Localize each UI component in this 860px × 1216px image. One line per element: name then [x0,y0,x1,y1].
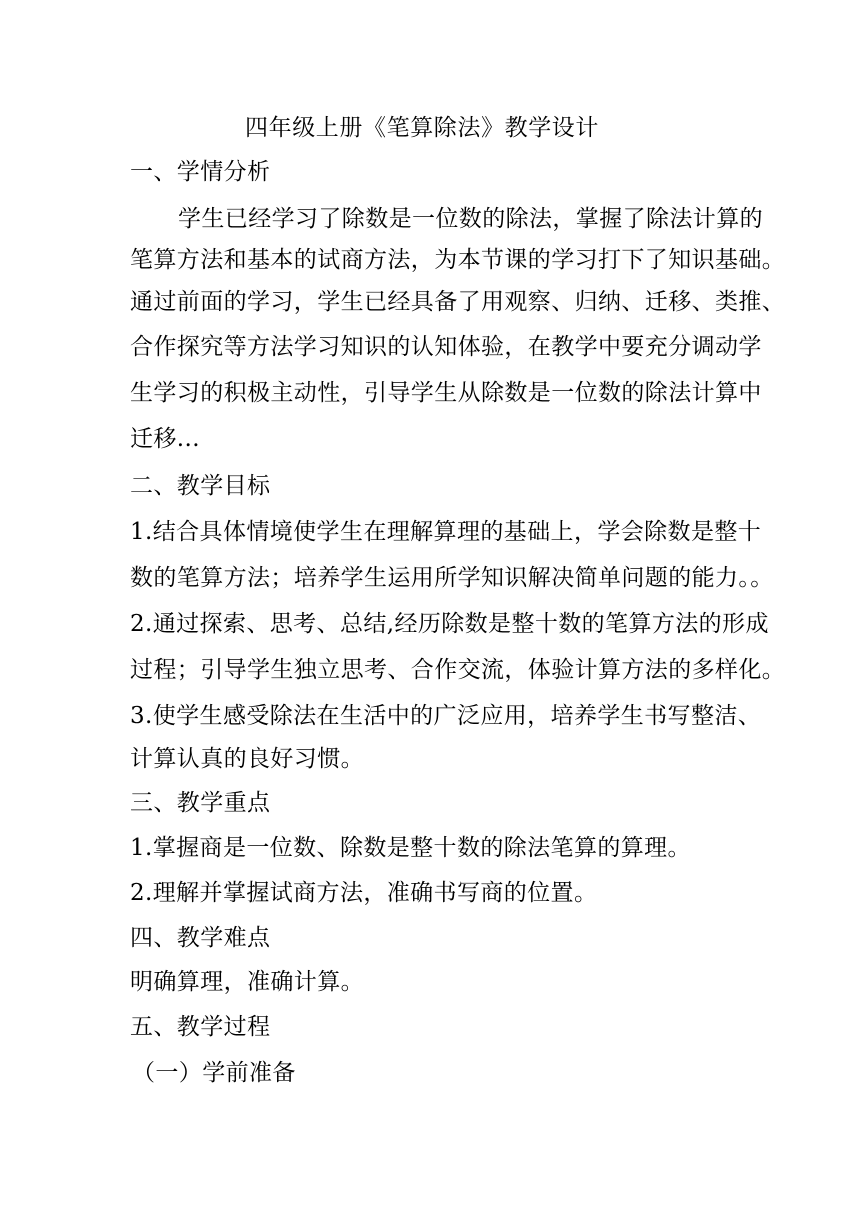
paragraph-line-6: 迁移... [130,426,200,452]
section-heading-3: 三、教学重点 [130,790,271,816]
section-heading-5: 五、教学过程 [130,1014,271,1040]
paragraph-line-1: 学生已经学习了除数是一位数的除法，掌握了除法计算的 [178,206,763,232]
paragraph-line-3: 通过前面的学习，学生已经具备了用观察、归纳、迁移、类推、 [130,289,786,315]
paragraph-line-4: 合作探究等方法学习知识的认知体验，在教学中要充分调动学 [130,334,762,360]
goal-line-3: 2.通过探索、思考、总结,经历除数是整十数的笔算方法的形成 [130,611,769,637]
goal-line-2: 数的笔算方法；培养学生运用所学知识解决简单问题的能力。。 [130,565,774,591]
keypoint-line-2: 2.理解并掌握试商方法，准确书写商的位置。 [130,880,598,906]
paragraph-line-2: 笔算方法和基本的试商方法，为本节课的学习打下了知识基础。 [130,247,786,273]
document-title: 四年级上册《笔算除法》教学设计 [245,115,599,141]
goal-line-6: 计算认真的良好习惯。 [130,746,364,772]
difficulty-line-1: 明确算理，准确计算。 [130,969,364,995]
keypoint-line-1: 1.掌握商是一位数、除数是整十数的除法笔算的算理。 [130,835,691,861]
goal-line-1: 1.结合具体情境使学生在理解算理的基础上，学会除数是整十 [130,519,762,545]
goal-line-5: 3.使学生感受除法在生活中的广泛应用，培养学生书写整洁、 [130,703,762,729]
section-heading-1: 一、学情分析 [130,159,271,185]
paragraph-line-5: 生学习的积极主动性，引导学生从除数是一位数的除法计算中 [130,380,762,406]
goal-line-4: 过程；引导学生独立思考、合作交流，体验计算方法的多样化。 [130,657,786,683]
subsection-heading: （一）学前准备 [132,1060,296,1086]
section-heading-4: 四、教学难点 [130,925,271,951]
section-heading-2: 二、教学目标 [130,473,271,499]
